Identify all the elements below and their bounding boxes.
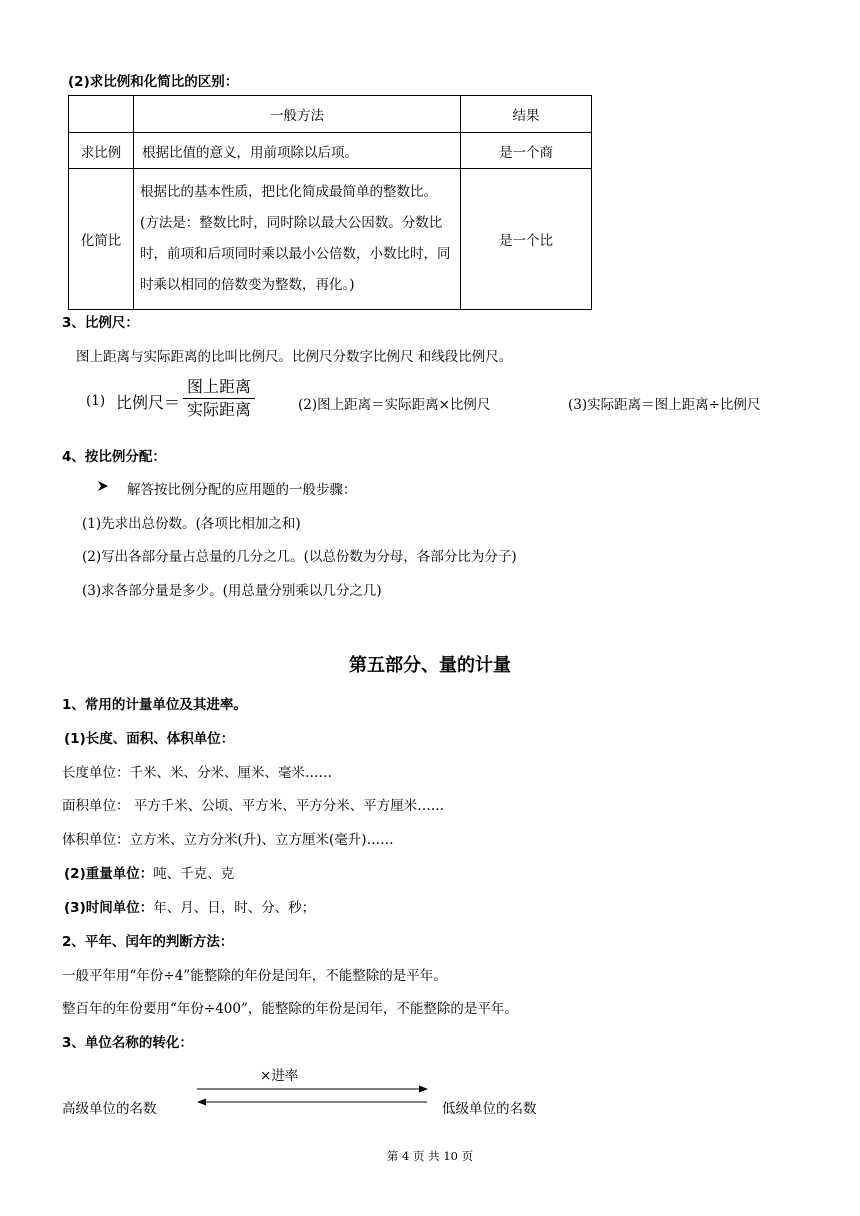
time-units-value: 年、月、日，时、分、秒；: [153, 900, 316, 916]
units-subheading: (1)长度、面积、体积单位：: [64, 731, 235, 747]
weight-units: [64, 862, 234, 882]
weight-units-value: 吨、千克、克: [153, 866, 235, 882]
fraction-denominator: 实际距离: [186, 400, 251, 419]
table-header-cell: 结果: [461, 96, 592, 133]
fraction-bar: [183, 398, 255, 399]
time-units: [64, 896, 315, 916]
lower-unit-label: 低级单位的名数: [442, 1101, 537, 1117]
distribution-step: (1)先求出总份数。(各项比相加之和): [82, 516, 301, 532]
distribution-heading: 4、按比例分配：: [62, 449, 166, 465]
row-result-cell: 是一个商: [461, 133, 592, 169]
row-result-cell: 是一个比: [461, 169, 592, 310]
weight-units-label: (2)重量单位：: [64, 866, 154, 882]
row-name-cell: 求比例: [69, 133, 134, 169]
row-method-cell: 根据比的基本性质，把比化简成最简单的整数比。(方法是：整数比时，同时除以最大公因数。分数比时，前项和后项同时乘以最小公倍数，小数比时，同时乘以相同的倍数变为整数，再化。): [134, 169, 461, 310]
distribution-step: (2)写出各部分量占总量的几分之几。(以总份数为分母，各部分比为分子): [82, 549, 517, 565]
time-units-label: (3)时间单位：: [64, 900, 154, 916]
length-units: 长度单位：千米、米、分米、厘米、毫米……: [62, 765, 332, 781]
row-name-cell: 化简比: [69, 169, 134, 310]
formula2: (2)图上距离＝实际距离×比例尺: [298, 397, 491, 413]
scale-heading: 3、比例尺：: [62, 315, 139, 331]
formula1-prefix: (1): [86, 393, 106, 409]
leap-rule-2: 整百年的年份要用“年份÷400”，能整除的年份是闰年，不能整除的是平年。: [62, 1001, 518, 1017]
volume-units: 体积单位：立方米、立方分米(升)、立方厘米(毫升)……: [62, 832, 394, 848]
table-header-row: [69, 96, 592, 133]
formula3: (3)实际距离＝图上距离÷比例尺: [568, 397, 761, 413]
area-units: 面积单位： 平方千米、公顷、平方米、平方分米、平方厘米……: [62, 798, 445, 814]
conversion-arrows-icon: [195, 1083, 430, 1109]
table-row: [69, 169, 592, 310]
arrow-top-label: ×进率: [260, 1068, 299, 1084]
arrowhead-bullet-icon: [97, 480, 109, 496]
scale-fraction: [183, 377, 255, 420]
comparison-table: [68, 95, 592, 310]
table-header-cell: 一般方法: [134, 96, 461, 133]
section-title: 第五部分、量的计量: [349, 655, 511, 676]
table-header-cell: [69, 96, 134, 133]
formula1-label: 比例尺＝: [116, 393, 181, 412]
table-row: [69, 133, 592, 169]
distribution-step: (3)求各部分量是多少。(用总量分别乘以几分之几): [82, 583, 382, 599]
scale-intro: 图上距离与实际距离的比叫比例尺。比例尺分数字比例尺 和线段比例尺。: [76, 349, 513, 365]
higher-unit-label: 高级单位的名数: [62, 1101, 157, 1117]
leap-heading: 2、平年、闰年的判断方法：: [62, 934, 234, 950]
table-heading: (2)求比例和化简比的区别：: [68, 74, 239, 90]
leap-rule-1: 一般平年用“年份÷4”能整除的年份是闰年，不能整除的是平年。: [62, 968, 447, 984]
units-heading: 1、常用的计量单位及其进率。: [62, 697, 247, 713]
distribution-bullet: 解答按比例分配的应用题的一般步骤：: [127, 482, 357, 498]
row-method-cell: 根据比值的意义，用前项除以后项。: [134, 133, 461, 169]
page-footer: 第 4 页 共 10 页: [386, 1149, 474, 1163]
conversion-heading: 3、单位名称的转化：: [62, 1035, 193, 1051]
fraction-numerator: 图上距离: [186, 377, 251, 396]
